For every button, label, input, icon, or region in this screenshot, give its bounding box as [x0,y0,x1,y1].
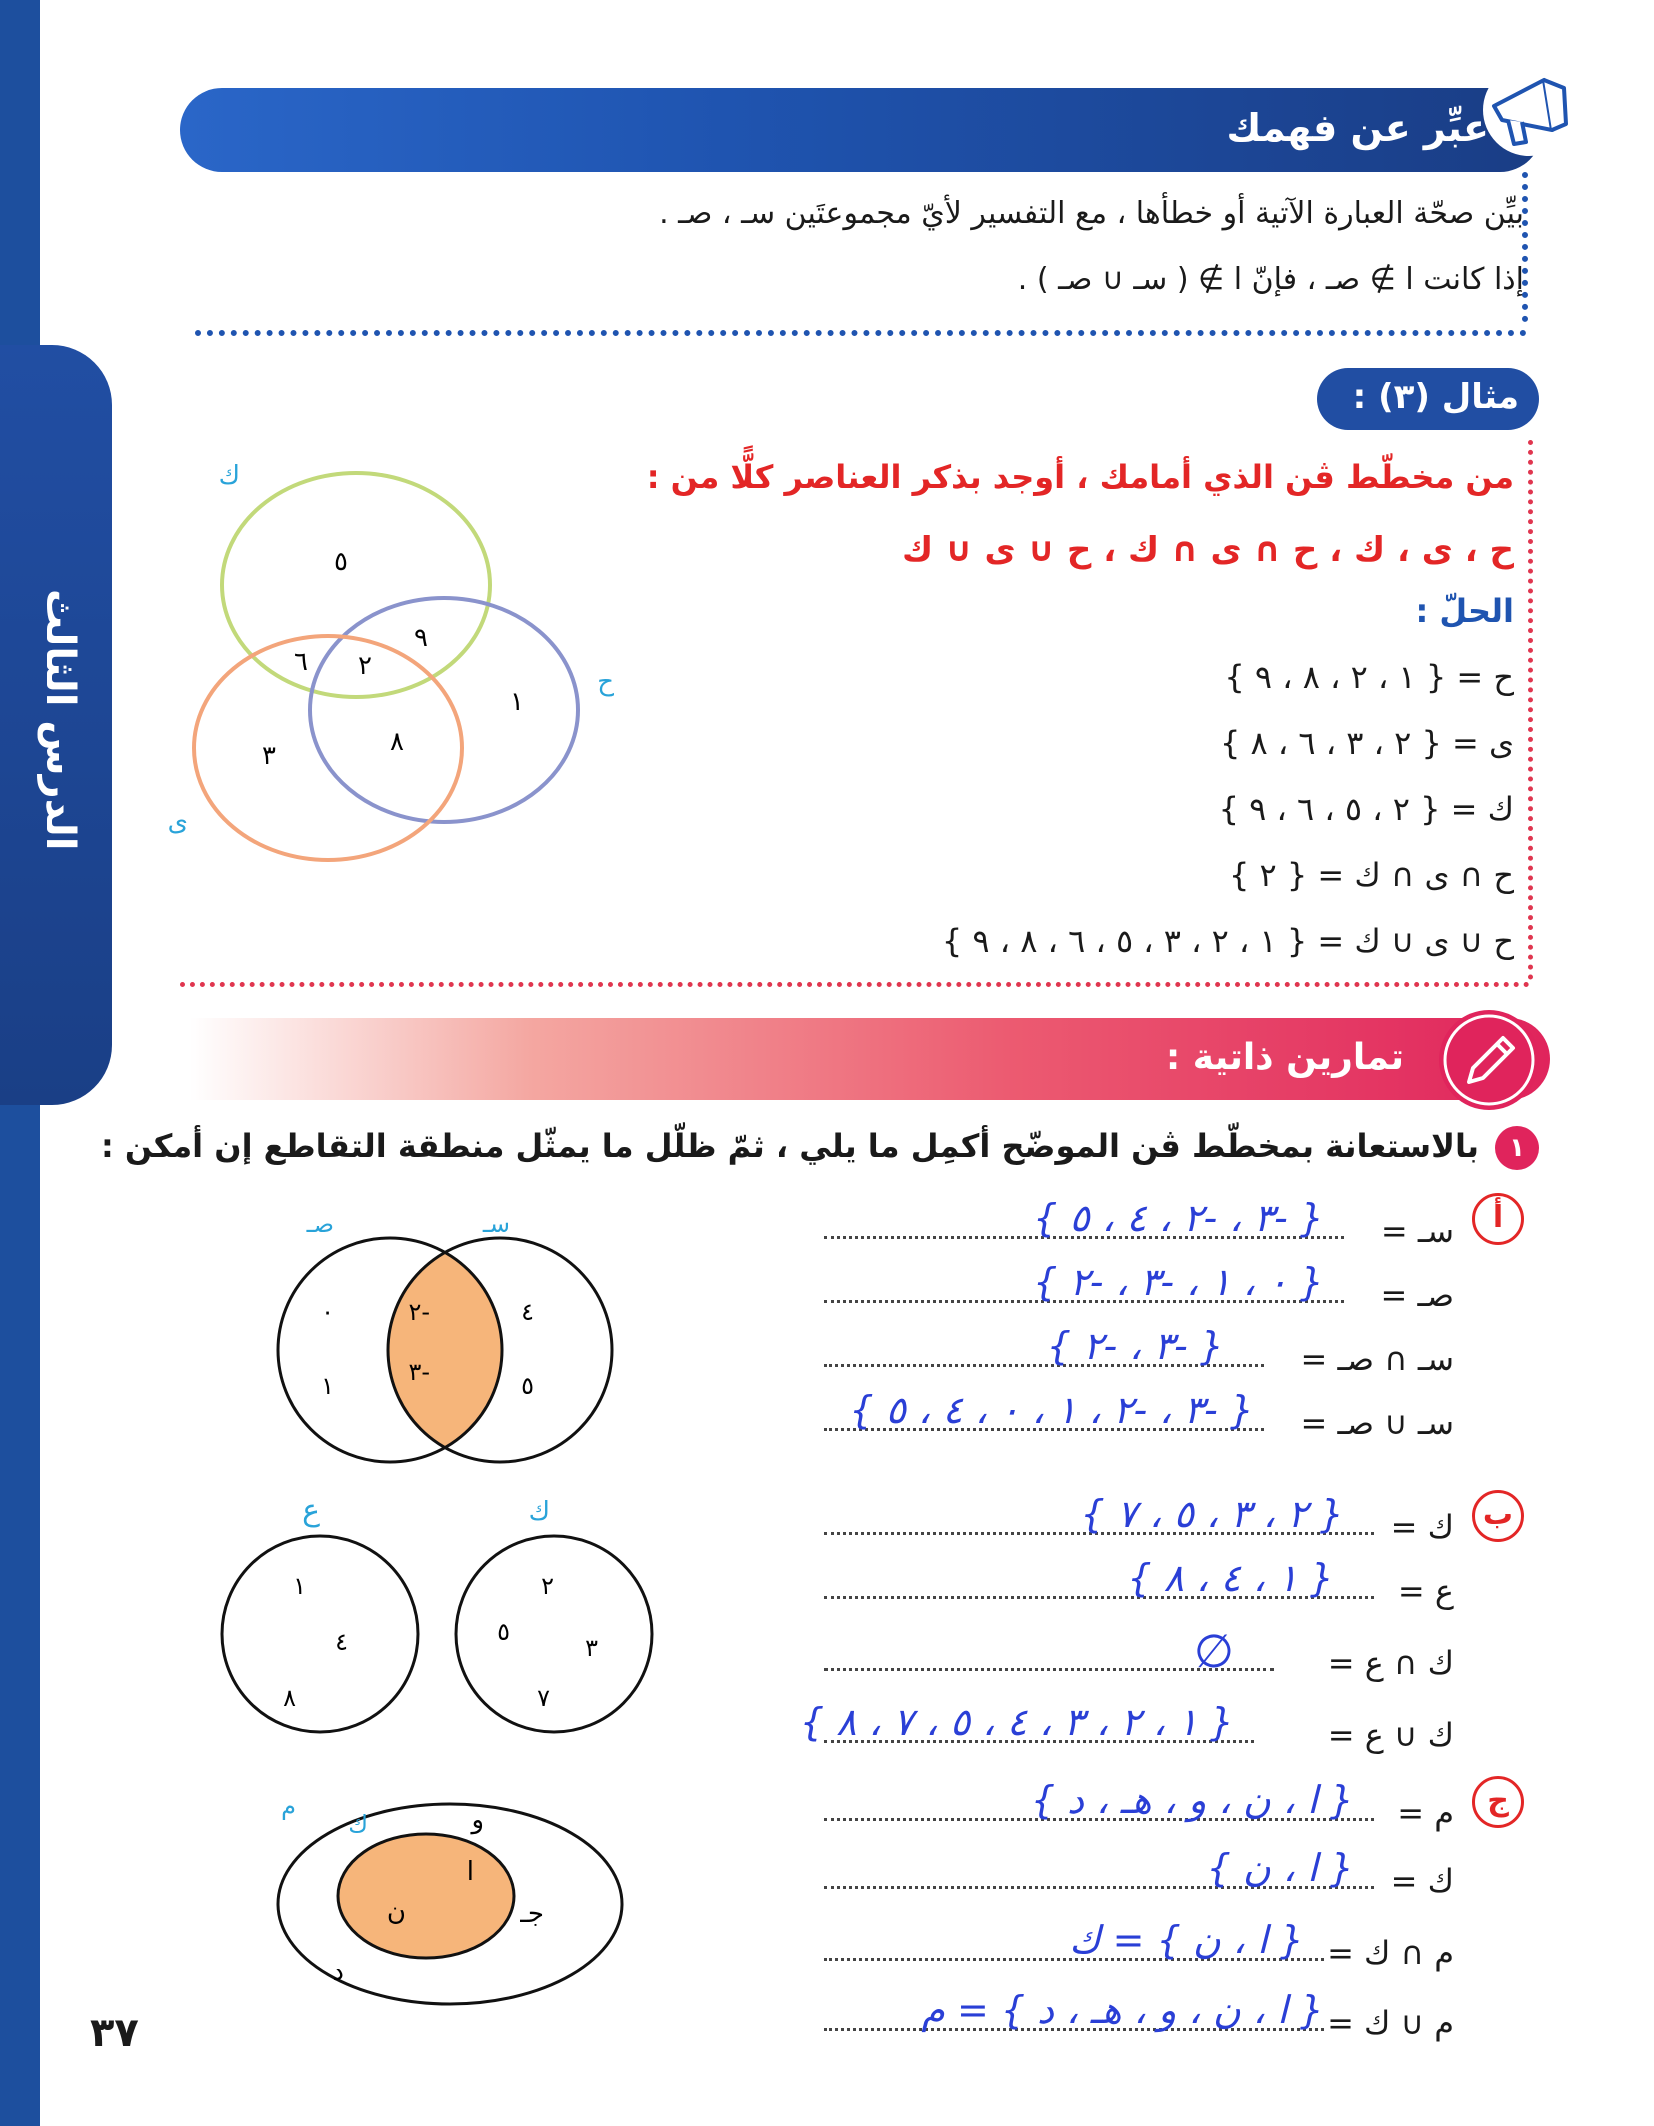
venn-element: ٥ [521,1372,534,1400]
exercises-title: تمارين ذاتية : [1165,1037,1404,1078]
venn-element: ٨ [283,1684,296,1712]
express-line-1: بيِّن صحّة العبارة الآتية أو خطأها ، مع التفسير لأيّ مجموعتَين سـ ، صـ . [659,196,1524,231]
handwritten-answer: { -٣ ، -٢ ، ١ ، ٠ ، ٤ ، ٥ } [849,1388,1254,1432]
venn-set-label: ك [218,461,240,491]
venn-diagram-c [270,1780,630,2010]
handwritten-answer: { ا ، ن ، و ، هـ ، د } = م [921,1988,1324,2032]
row-lhs: ك = [1390,1508,1454,1546]
example-question: من مخطّط ڤن الذي أمامك ، أوجد بذكر العناصر كلًّا من : [646,458,1514,496]
express-dotted-border [1522,172,1528,322]
venn-element: ٧ [537,1684,550,1712]
example-dotted-border [1528,440,1533,980]
venn-element: ١ [293,1572,306,1600]
venn-diagram-a [270,1210,620,1460]
megaphone-icon [1474,58,1584,158]
row-lhs: سـ ∩ صـ = [1300,1340,1454,1378]
handwritten-answer: { ٢ ، ٣ ، ٥ ، ٧ } [1080,1492,1344,1536]
venn-set-label: ك [348,1810,368,1838]
example-dotted-bottom [180,982,1530,987]
venn-diagram-b [220,1490,670,1730]
venn-set-label: ى [167,807,188,837]
exercise-question: بالاستعانة بمخطّط ڤن الموضّح أكمِل ما يلي ، ثمّ ظلّل ما يمثّل منطقة التقاطع إن أمكن : [100,1127,1479,1165]
pencil-icon [1439,1010,1539,1110]
venn-element: -٢ [408,1298,430,1326]
venn-set-label: م [281,1792,296,1820]
venn-region-value: ٦ [294,647,308,677]
venn-element: ٠ [321,1298,334,1326]
example-label: مثال (٣) : [1352,377,1519,417]
solution-line: ح ∪ ى ∪ ك = { ١ ، ٢ ، ٣ ، ٥ ، ٦ ، ٨ ، ٩ } [941,922,1514,960]
solution-line: ح = { ١ ، ٢ ، ٨ ، ٩ } [1224,658,1514,696]
venn-element: د [332,1957,344,1987]
venn-region-value: ٥ [334,547,348,577]
venn-region-value: ٨ [390,727,404,757]
row-lhs: م ∩ ك = [1327,1934,1454,1972]
venn-element: جـ [520,1899,544,1929]
express-dotted-bottom [195,330,1527,336]
express-title: عبِّر عن فهمك [1226,106,1489,150]
row-lhs: سـ = [1380,1212,1454,1250]
part-label: ب [1472,1490,1524,1542]
solution-line: ك = { ٢ ، ٥ ، ٦ ، ٩ } [1218,790,1514,828]
row-lhs: ك ∩ ع = [1327,1644,1454,1682]
venn-region-value: ٣ [262,741,276,771]
row-lhs: صـ = [1380,1276,1454,1314]
solution-line: ى = { ٢ ، ٣ ، ٦ ، ٨ } [1219,724,1514,762]
page-number: ٣٧ [90,2010,139,2056]
express-line-2: إذا كانت ا ∌ صـ ، فإنّ ا ∌ ( سـ ∪ صـ ) . [1017,262,1524,297]
venn-element: ا [466,1857,474,1887]
row-lhs: ك ∪ ع = [1327,1716,1454,1754]
solution-label: الحلّ : [1415,592,1514,630]
part-label: ج [1472,1776,1524,1828]
venn-element: -٣ [408,1358,430,1386]
venn-element: ٣ [585,1634,598,1662]
handwritten-answer: { ا ، ن } [1206,1846,1354,1890]
venn-element: ٢ [541,1572,554,1600]
handwritten-answer: { ا ، ن ، و ، هـ ، د } [1030,1778,1354,1822]
part-label: أ [1472,1193,1524,1245]
venn-element: ن [386,1897,406,1927]
row-lhs: م = [1397,1794,1454,1832]
venn-element: ٤ [521,1298,534,1326]
handwritten-answer: { ١ ، ٤ ، ٨ } [1127,1556,1334,1600]
row-lhs: ك = [1390,1862,1454,1900]
handwritten-answer: ∅ [1193,1624,1234,1678]
venn-set-label: صـ [306,1210,334,1238]
example-items: ح ، ى ، ك ، ح ∩ ى ∩ ك ، ح ∪ ى ∪ ك [902,530,1514,570]
venn-region-value: ٢ [358,651,372,681]
solution-line: ح ∩ ى ∩ ك = { ٢ } [1228,856,1514,894]
handwritten-answer: { ١ ، ٢ ، ٣ ، ٤ ، ٥ ، ٧ ، ٨ } [799,1700,1234,1744]
venn-element: ٥ [497,1618,510,1646]
venn-set-label: ح [597,667,614,697]
venn-region-value: ٩ [414,623,428,653]
venn-set-label: سـ [482,1210,510,1238]
venn-set-label: ك [528,1497,550,1527]
handwritten-answer: { -٣ ، -٢ ، ٤ ، ٥ } [1033,1196,1324,1240]
handwritten-answer: { -٣ ، -٢ } [1046,1324,1224,1368]
row-lhs: ع = [1397,1572,1454,1610]
venn-element: و [471,1805,484,1835]
question-number-badge: ١ [1495,1126,1539,1170]
venn-element: ١ [321,1372,334,1400]
venn-element: ٤ [335,1628,348,1656]
example-venn-diagram [167,460,660,880]
venn-region-value: ١ [510,687,524,717]
handwritten-answer: { ا ، ن } = ك [1069,1918,1304,1962]
lesson-title: الدرس الثالث [37,589,83,851]
venn-set-label: ع [302,1493,320,1528]
handwritten-answer: { ٠ ، ١ ، -٣ ، -٢ } [1033,1260,1324,1304]
row-lhs: سـ ∪ صـ = [1300,1404,1454,1442]
row-lhs: م ∪ ك = [1327,2004,1454,2042]
